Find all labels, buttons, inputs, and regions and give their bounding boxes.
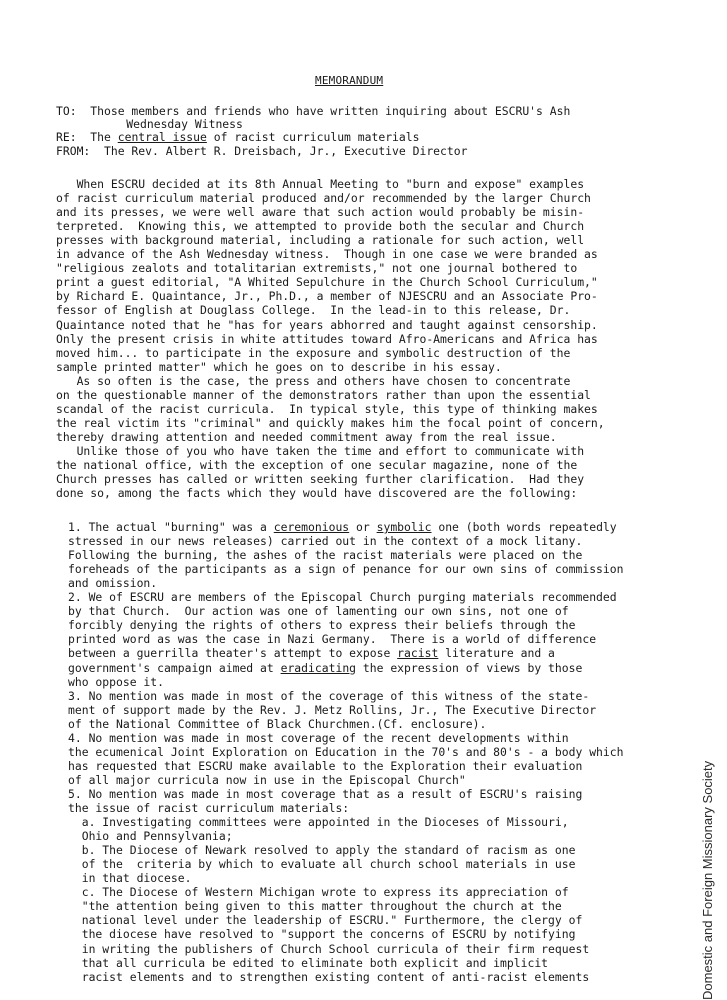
body-line: thereby drawing attention and needed commitment away from the real issue. xyxy=(56,429,557,444)
item-line: foreheads of the participants as a sign of penance for our own sins of commission xyxy=(68,562,624,577)
item-line: 3. No mention was made in most of the coverage of this witness of the state- xyxy=(68,688,590,703)
body-line: fessor of English at Douglass College. In the lead-in to this release, Dr. xyxy=(56,303,571,318)
body-line: Only the present crisis in white attitudes toward Afro-Americans and Africa has xyxy=(56,331,598,346)
item-line: Ohio and Pennsylvania; xyxy=(68,829,233,844)
body-line: Unlike those of you who have taken the time and effort to communicate with xyxy=(56,443,585,458)
item-line: government's campaign aimed at eradicating the expression of views by those xyxy=(68,660,583,675)
item-line: printed word as was the case in Nazi Germany. There is a world of difference xyxy=(68,632,597,647)
archive-watermark: Domestic and Foreign Missionary Society xyxy=(700,760,715,1000)
body-line: Church presses has called or written seeking further clarification. Had they xyxy=(56,472,585,487)
body-line: presses with background material, including a rationale for such action, well xyxy=(56,233,585,248)
item-line: the issue of racist curriculum materials: xyxy=(68,801,350,815)
item-line: ment of support made by the Rev. J. Metz Rollins, Jr., The Executive Director xyxy=(68,702,597,717)
item-line: Following the burning, the ashes of the racist materials were placed on the xyxy=(68,548,583,563)
body-line: the national office, with the exception of one secular magazine, none of the xyxy=(56,458,578,472)
header-line: TO: Those members and friends who have written inquiring about ESCRU's Ash xyxy=(56,104,571,118)
body-line: on the questionable manner of the demonstrators rather than upon the essential xyxy=(56,387,591,402)
body-line: by Richard E. Quaintance, Jr., Ph.D., a member of NJESCRU and an Associate Pro- xyxy=(56,289,598,304)
item-line: has requested that ESCRU make available to the Exploration their evaluation xyxy=(68,758,583,773)
body-line: the real victim its "criminal" and quickly makes him the focal point of concern, xyxy=(56,415,605,430)
body-line: terpreted. Knowing this, we attempted to provide both the secular and Church xyxy=(56,219,585,234)
item-line: forcibly denying the rights of others to express their beliefs through the xyxy=(68,618,576,633)
item-line: 1. The actual "burning" was a ceremonious or symbolic one (both words repeatedly xyxy=(68,520,617,534)
body-line: "religious zealots and totalitarian extremists," not one journal bothered to xyxy=(56,261,578,276)
body-line: print a guest editorial, "A Whited Sepulchure in the Church School Curriculum," xyxy=(56,275,598,290)
item-line: who oppose it. xyxy=(68,674,165,689)
item-line: of all major curricula now in use in the Episcopal Church" xyxy=(68,772,466,787)
item-line: and omission. xyxy=(68,576,158,591)
item-line: racist elements and to strengthen existing content of anti-racist elements xyxy=(68,969,590,984)
body-line: of racist curriculum material produced and/or recommended by the larger Church xyxy=(56,191,591,206)
item-line: 5. No mention was made in most coverage that as a result of ESCRU's raising xyxy=(68,786,583,801)
memo-title: MEMORANDUM xyxy=(315,74,384,87)
item-line: 4. No mention was made in most coverage of the recent developments within xyxy=(68,730,569,745)
item-line: "the attention being given to this matter throughout the church at the xyxy=(68,899,562,914)
body-line: and its presses, we were well aware that such action would probably be misin- xyxy=(56,205,585,220)
item-line: by that Church. Our action was one of lamenting our own sins, not one of xyxy=(68,604,569,619)
item-line: stressed in our news releases) carried out in the context of a mock litany. xyxy=(68,534,583,549)
item-line: a. Investigating committees were appointed in the Dioceses of Missouri, xyxy=(68,815,569,830)
item-line: 2. We of ESCRU are members of the Episcopal Church purging materials recommended xyxy=(68,590,617,605)
body-line: scandal of the racist curricula. In typical style, this type of thinking makes xyxy=(56,401,598,416)
item-line: national level under the leadership of ESCRU." Furthermore, the clergy of xyxy=(68,913,583,928)
item-line: b. The Diocese of Newark resolved to apply the standard of racism as one xyxy=(68,843,576,858)
header-line: RE: The central issue of racist curriculum materials xyxy=(56,130,420,145)
body-line: When ESCRU decided at its 8th Annual Meeting to "burn and expose" examples xyxy=(56,177,585,191)
body-line: in advance of the Ash Wednesday witness. Though in one case we were branded as xyxy=(56,247,598,262)
item-line: between a guerrilla theater's attempt to expose racist literature and a xyxy=(68,646,555,661)
item-line: the diocese have resolved to "support the concerns of ESCRU by notifying xyxy=(68,927,576,942)
body-line: moved him... to participate in the exposure and symbolic destruction of the xyxy=(56,345,571,360)
item-line: in writing the publishers of Church School curricula of their firm request xyxy=(68,941,590,956)
header-line: Wednesday Witness xyxy=(92,117,243,132)
item-line: that all curricula be edited to eliminate both explicit and implicit xyxy=(68,955,549,970)
item-line: the ecumenical Joint Exploration on Education in the 70's and 80's - a body which xyxy=(68,744,624,759)
body-line: done so, among the facts which they would have discovered are the following: xyxy=(56,486,578,501)
item-line: c. The Diocese of Western Michigan wrote to express its appreciation of xyxy=(68,885,569,900)
body-line: As so often is the case, the press and others have chosen to concentrate xyxy=(56,373,571,388)
body-line: sample printed matter" which he goes on to describe in his essay. xyxy=(56,359,502,374)
header-line: FROM: The Rev. Albert R. Dreisbach, Jr., Executive Director xyxy=(56,143,468,158)
item-line: of the criteria by which to evaluate all church school materials in use xyxy=(68,857,576,872)
item-line: in that diocese. xyxy=(68,871,192,886)
body-line: Quaintance noted that he "has for years abhorred and taught against censorship. xyxy=(56,317,598,332)
item-line: of the National Committee of Black Churchmen.(Cf. enclosure). xyxy=(68,716,487,731)
